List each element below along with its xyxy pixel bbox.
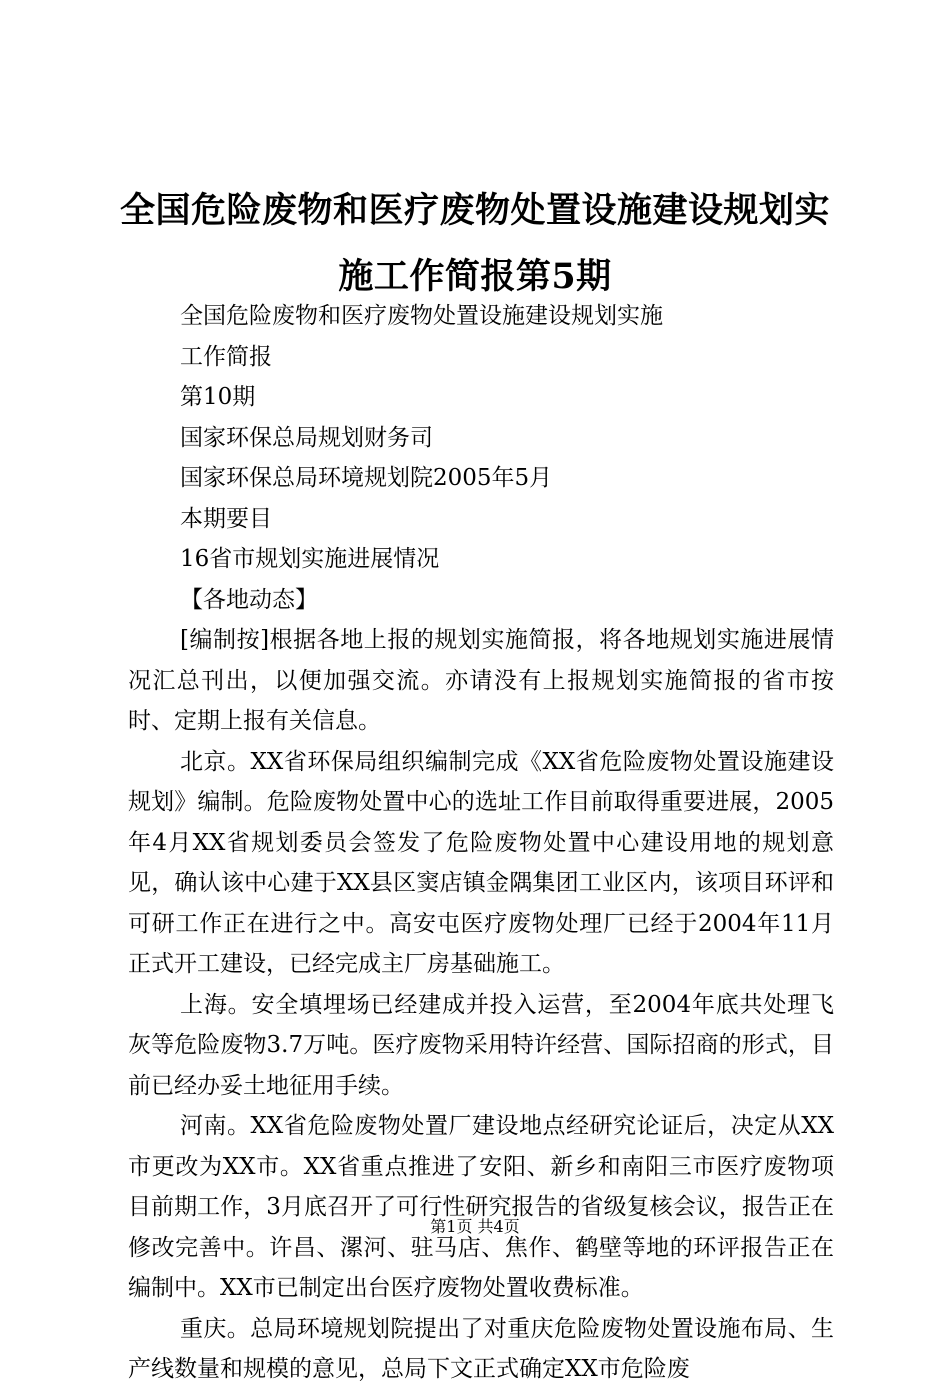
title-line-2: 施工作简报第5期 [338, 256, 612, 297]
header-line: 国家环保总局环境规划院2005年5月 [180, 465, 553, 491]
header-line: 国家环保总局规划财务司 [180, 424, 433, 451]
document-title [100, 178, 850, 310]
section-heading: 【各地动态】 [180, 586, 318, 613]
header-line: 本期要目 [180, 505, 272, 532]
header-line: 工作简报 [180, 343, 272, 370]
header-line: 全国危险废物和医疗废物处置设施建设规划实施 [180, 303, 663, 329]
editor-note-paragraph: [编制按]根据各地上报的规划实施简报，将各地规划实施进展情况汇总刊出，以便加强交流。亦请没有上报规划实施简报的省市按时、定期上报有关信息。 [128, 627, 834, 734]
page-footer: 第1页 共4页 [430, 1217, 520, 1236]
chongqing-paragraph: 重庆。总局环境规划院提出了对重庆危险废物处置设施布局、生产线数量和规模的意见，总局下文正式确定XX市危险废 [128, 1315, 834, 1382]
shanghai-paragraph: 上海。安全填埋场已经建成并投入运营，至2004年底共处理飞灰等危险废物3.7万吨。医疗废物采用特许经营、国际招商的形式，目前已经办妥土地征用手续。 [128, 991, 834, 1099]
header-line: 16省市规划实施进展情况 [180, 546, 440, 572]
henan-paragraph: 河南。XX省危险废物处置厂建设地点经研究论证后，决定从XX市更改为XX市。XX省重点推进了安阳、新乡和南阳三市医疗废物项目前期工作，3月底召开了可行性研究报告的省级复核会议，报告正在修改完善中。许昌、漯河、驻马店、焦作、鹤壁等地的环评报告正在编制中。XX市已制定出台医疗废物处置收费标准。 [128, 1113, 834, 1301]
header-line: 第10期 [180, 384, 256, 410]
beijing-paragraph: 北京。XX省环保局组织编制完成《XX省危险废物处置设施建设规划》编制。危险废物处置中心的选址工作目前取得重要进展，2005年4月XX省规划委员会签发了危险废物处置中心建设用地的规划意见，确认该中心建于XX县区窦店镇金隅集团工业区内，该项目环评和可研工作正在进行之中。高安屯医疗废物处理厂已经于2004年11月正式开工建设，已经完成主厂房基础施工。 [128, 748, 834, 977]
title-line-1: 全国危险废物和医疗废物处置设施建设规划实 [119, 190, 830, 231]
